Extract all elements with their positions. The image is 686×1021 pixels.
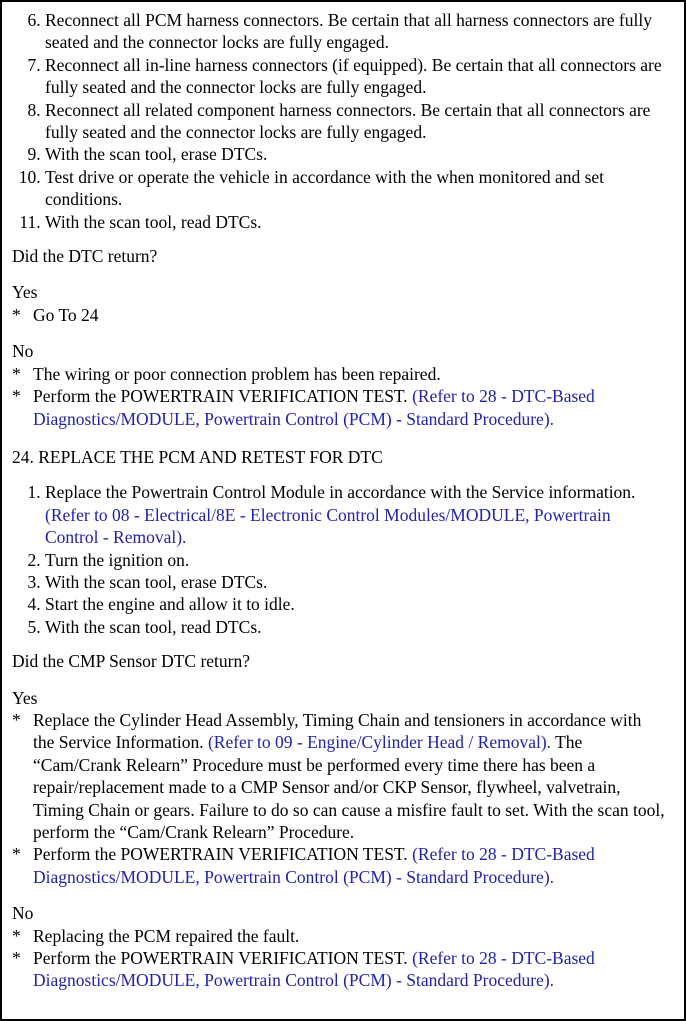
bullet-row: [12, 385, 666, 430]
cylinder-head-instruction-text: [33, 709, 666, 843]
bullet-row: [12, 363, 666, 385]
pcm-repaired-text: Replacing the PCM repaired the fault.: [33, 925, 300, 946]
verification-test-text: [33, 385, 666, 430]
step-list-reconnect: [12, 9, 666, 233]
asterisk-marker: *: [12, 925, 21, 946]
step-item: 10. Test drive or operate the vehicle in accordance with the when monitored and set conditions.: [45, 166, 666, 211]
step-item: 4. Start the engine and allow it to idle.: [45, 593, 666, 615]
bullet-row: [12, 304, 666, 326]
no-bullet-list: [12, 925, 666, 992]
section-heading-24: 24. REPLACE THE PCM AND RETEST FOR DTC: [12, 446, 383, 467]
no-label: No: [12, 903, 34, 924]
cam-crank-relearn-note: The “Cam/Crank Relearn” Procedure must be performed every time there has been a repair/replacement made to a CMP Sensor and/or CKP Sensor, flywheel, valvetrain, Timing Chain or gears. Failure to do so can cause a misfire fault to set. With the scan tool, perform the “Cam/Crank Relearn” Procedure.: [33, 732, 665, 842]
asterisk-marker: *: [12, 709, 21, 730]
refer-to-08-link[interactable]: (Refer to 08 - Electrical/8E - Electronic Control Modules/MODULE, Powertrain Control - Removal).: [45, 504, 611, 548]
cylinder-head-lead: Replace the Cylinder Head Assembly, Timing Chain and tensioners in accordance with the Service Information.: [33, 709, 642, 753]
repaired-note-text: The wiring or poor connection problem has been repaired.: [33, 363, 441, 384]
refer-to-28-link[interactable]: (Refer to 28 - DTC-Based Diagnostics/MODULE, Powertrain Control (PCM) - Standard Procedure).: [33, 844, 595, 887]
replace-module-lead: Replace the Powertrain Control Module in accordance with the Service information.: [45, 482, 636, 503]
question-cmp-dtc-return: Did the CMP Sensor DTC return?: [12, 651, 251, 672]
refer-to-09-link[interactable]: (Refer to 09 - Engine/Cylinder Head / Removal).: [207, 732, 552, 753]
refer-to-28-link[interactable]: (Refer to 28 - DTC-Based Diagnostics/MODULE, Powertrain Control (PCM) - Standard Procedure).: [33, 386, 595, 429]
refer-to-28-link[interactable]: (Refer to 28 - DTC-Based Diagnostics/MODULE, Powertrain Control (PCM) - Standard Procedure).: [33, 948, 595, 991]
step-item: [45, 481, 666, 548]
verification-test-lead: Perform the POWERTRAIN VERIFICATION TEST.: [33, 844, 413, 865]
yes-label: Yes: [12, 282, 38, 303]
step-item: 3. With the scan tool, erase DTCs.: [45, 571, 666, 593]
verification-test-text: [33, 843, 666, 888]
verification-test-text: [33, 947, 666, 992]
verification-test-lead: Perform the POWERTRAIN VERIFICATION TEST.: [33, 386, 413, 407]
step-item: 7. Reconnect all in-line harness connectors (if equipped). Be certain that all connectors are fully seated and the connector locks are fully engaged.: [45, 54, 666, 99]
step-item: 11. With the scan tool, read DTCs.: [45, 211, 666, 233]
asterisk-marker: *: [12, 363, 21, 384]
step-item: 6. Reconnect all PCM harness connectors. Be certain that all harness connectors are fully seated and the connector locks are fully engaged.: [45, 9, 666, 54]
step-item: 8. Reconnect all related component harness connectors. Be certain that all connectors are fully seated and the connector locks are fully engaged.: [45, 99, 666, 144]
step-list-replace-pcm: [12, 481, 666, 638]
go-to-step-text: Go To 24: [33, 304, 99, 325]
verification-test-lead: Perform the POWERTRAIN VERIFICATION TEST.: [33, 948, 413, 969]
no-bullet-list: [12, 363, 666, 430]
bullet-row: [12, 843, 666, 888]
asterisk-marker: *: [12, 304, 21, 325]
yes-label: Yes: [12, 687, 38, 708]
yes-bullet-list: [12, 304, 666, 326]
step-item: 2. Turn the ignition on.: [45, 549, 666, 571]
step-item: 9. With the scan tool, erase DTCs.: [45, 143, 666, 165]
bullet-row: [12, 709, 666, 843]
step-item: 5. With the scan tool, read DTCs.: [45, 616, 666, 638]
asterisk-marker: *: [12, 844, 21, 865]
asterisk-marker: *: [12, 386, 21, 407]
question-dtc-return: Did the DTC return?: [12, 246, 158, 267]
asterisk-marker: *: [12, 948, 21, 969]
yes-bullet-list: [12, 709, 666, 888]
bullet-row: [12, 947, 666, 992]
bullet-row: [12, 925, 666, 947]
no-label: No: [12, 341, 34, 362]
